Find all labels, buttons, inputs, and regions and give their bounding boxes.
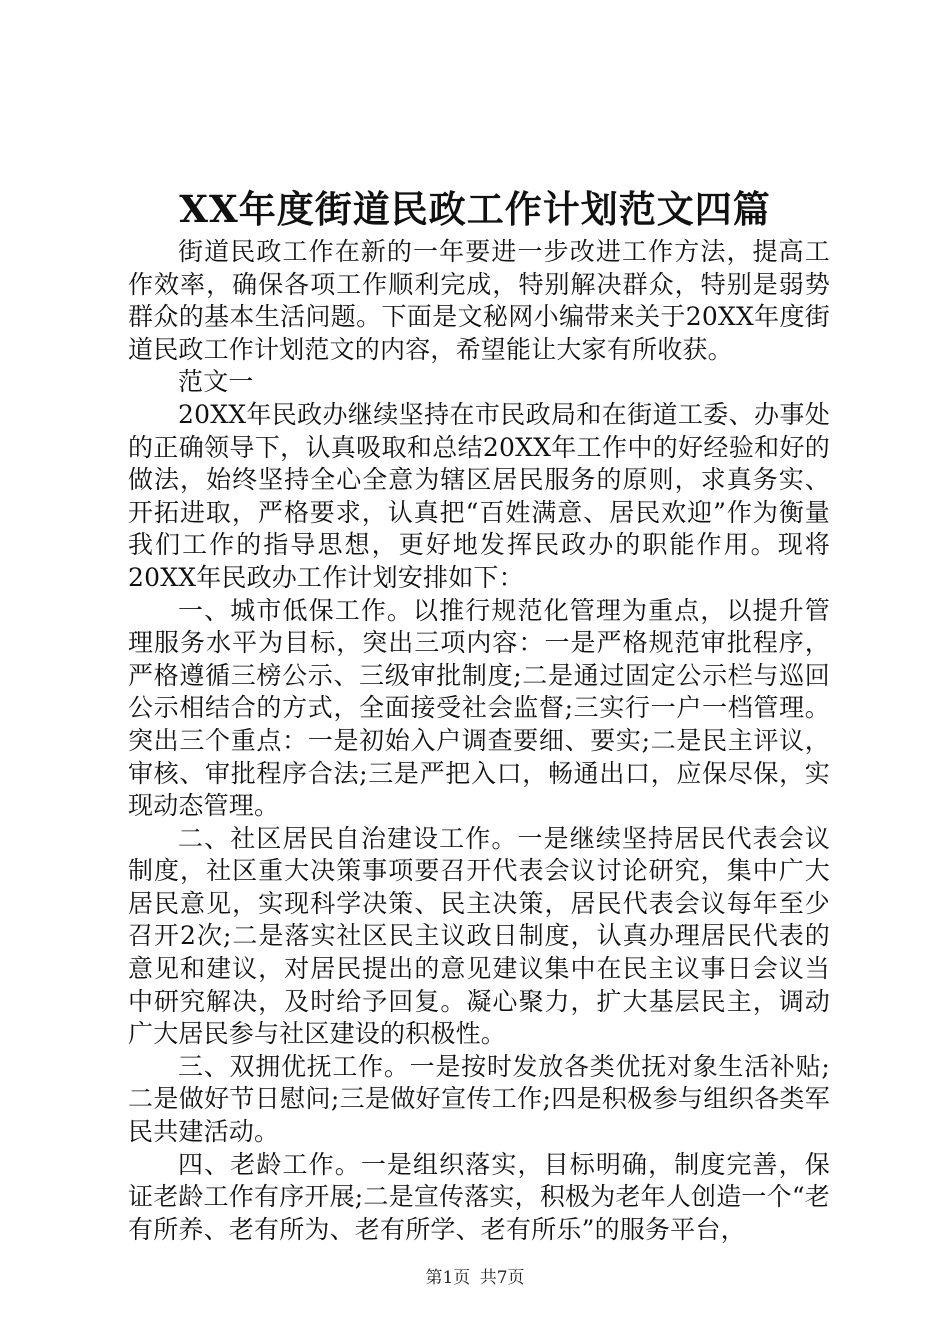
document-body — [128, 236, 830, 1246]
intro-paragraph: 街道民政工作在新的一年要进一步改进工作方法，提高工作效率，确保各项工作顺利完成，特别解决群众，特别是弱势群众的基本生活问题。下面是文秘网小编带来关于20XX年度街道民政工作计划范文的内容，希望能让大家有所收获。 — [128, 237, 830, 364]
body-paragraph: 一、城市低保工作。以推行规范化管理为重点，以提升管理服务水平为目标，突出三项内容：一是严格规范审批程序，严格遵循三榜公示、三级审批制度;二是通过固定公示栏与巡回公示相结合的方式，全面接受社会监督;三实行一户一档管理。突出三个重点：一是初始入户调查要细、要实;二是民主评议，审核、审批程序合法;三是严把入口，畅通出口，应保尽保，实现动态管理。 — [128, 595, 830, 821]
section-heading-sample-one: 范文一 — [178, 367, 254, 397]
page-footer — [0, 1266, 950, 1290]
body-paragraph: 四、老龄工作。一是组织落实，目标明确，制度完善，保证老龄工作有序开展;二是宣传落实，积极为老年人创造一个“老有所养、老有所为、老有所学、老有所乐”的服务平台， — [128, 1149, 831, 1244]
body-paragraph: 三、双拥优抚工作。一是按时发放各类优抚对象生活补贴;二是做好节日慰问;三是做好宣传工作;四是积极参与组织各类军民共建活动。 — [128, 1051, 830, 1147]
page-total: 共7页 — [479, 1268, 525, 1288]
body-paragraph: 20XX年民政办继续坚持在市民政局和在街道工委、办事处的正确领导下，认真吸取和总结20XX年工作中的好经验和好的做法，始终坚持全心全意为辖区居民服务的原则，求真务实、开拓进取，严格要求，认真把“百姓满意、居民欢迎”作为衡量我们工作的指导思想，更好地发挥民政办的职能作用。现将20XX年民政办工作计划安排如下： — [128, 399, 830, 592]
page-number: 第1页 — [425, 1268, 471, 1288]
document-title: XX年度街道民政工作计划范文四篇 — [179, 187, 771, 231]
body-paragraph: 二、社区居民自治建设工作。一是继续坚持居民代表会议制度，社区重大决策事项要召开代表会议讨论研究，集中广大居民意见，实现科学决策、民主决策，居民代表会议每年至少召开2次;二是落实社区民主议政日制度，认真办理居民代表的意见和建议，对居民提出的意见建议集中在民主议事日会议当中研究解决，及时给予回复。凝心聚力，扩大基层民主，调动广大居民参与社区建设的积极性。 — [128, 823, 830, 1049]
